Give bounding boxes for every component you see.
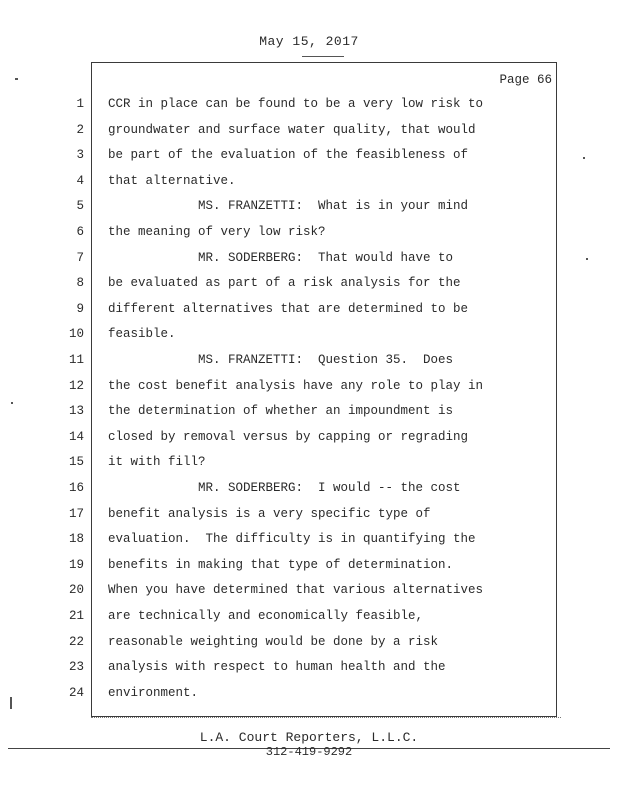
line-number: 15	[68, 455, 84, 469]
line-number: 22	[68, 635, 84, 649]
scan-speck	[586, 258, 588, 260]
transcript-line-text: When you have determined that various alternatives	[108, 583, 484, 597]
line-number: 4	[76, 174, 84, 188]
line-number: 21	[68, 609, 84, 623]
scan-speck	[583, 157, 585, 159]
line-number: 3	[76, 148, 84, 162]
transcript-line-text: reasonable weighting would be done by a risk	[108, 635, 439, 649]
line-number: 1	[76, 97, 84, 111]
transcript-line-text: different alternatives that are determined to be	[108, 302, 469, 316]
transcript-line-text: benefit analysis is a very specific type of	[108, 507, 431, 521]
court-reporter-firm: L.A. Court Reporters, L.L.C.	[199, 730, 419, 745]
transcript-line-text: MS. FRANZETTI: What is in your mind	[108, 199, 469, 213]
line-number: 13	[68, 404, 84, 418]
line-number: 6	[76, 225, 84, 239]
transcript-date: May 15, 2017	[259, 34, 359, 49]
line-number: 11	[68, 353, 84, 367]
transcript-line-text: groundwater and surface water quality, that would	[108, 123, 476, 137]
line-number: 14	[68, 430, 84, 444]
line-number: 5	[76, 199, 84, 213]
scan-speck	[15, 78, 18, 80]
line-number: 20	[68, 583, 84, 597]
transcript-line-text: CCR in place can be found to be a very low risk to	[108, 97, 484, 111]
court-reporter-phone: 312-419-9292	[265, 745, 353, 759]
transcript-line-text: be evaluated as part of a risk analysis for the	[108, 276, 461, 290]
transcript-line-text: closed by removal versus by capping or regrading	[108, 430, 469, 444]
transcript-line-text: it with fill?	[108, 455, 206, 469]
line-number: 23	[68, 660, 84, 674]
date-underline	[302, 56, 344, 57]
frame-bottom-edge	[91, 717, 561, 724]
line-number: 2	[76, 123, 84, 137]
transcript-line-text: are technically and economically feasible,	[108, 609, 424, 623]
line-number: 10	[68, 327, 84, 341]
transcript-line-text: the cost benefit analysis have any role to play in	[108, 379, 484, 393]
line-number: 7	[76, 251, 84, 265]
line-number: 18	[68, 532, 84, 546]
transcript-line-text: benefits in making that type of determination.	[108, 558, 454, 572]
line-number: 12	[68, 379, 84, 393]
transcript-line-text: feasible.	[108, 327, 176, 341]
line-number: 17	[68, 507, 84, 521]
transcript-line-text: analysis with respect to human health and the	[108, 660, 446, 674]
transcript-line-text: the meaning of very low risk?	[108, 225, 326, 239]
transcript-line-text: that alternative.	[108, 174, 236, 188]
transcript-line-text: be part of the evaluation of the feasibleness of	[108, 148, 469, 162]
transcript-line-text: MR. SODERBERG: That would have to	[108, 251, 454, 265]
transcript-line-text: the determination of whether an impoundment is	[108, 404, 454, 418]
line-number: 8	[76, 276, 84, 290]
transcript-line-text: MS. FRANZETTI: Question 35. Does	[108, 353, 454, 367]
transcript-line-text: environment.	[108, 686, 199, 700]
scan-speck	[11, 402, 13, 404]
transcript-line-text: evaluation. The difficulty is in quantifying the	[108, 532, 476, 546]
line-number: 24	[68, 686, 84, 700]
line-number: 16	[68, 481, 84, 495]
transcript-line-text: MR. SODERBERG: I would -- the cost	[108, 481, 461, 495]
page-number-label: Page 66	[499, 73, 552, 87]
scan-speck	[10, 697, 12, 709]
line-number: 9	[76, 302, 84, 316]
line-number: 19	[68, 558, 84, 572]
